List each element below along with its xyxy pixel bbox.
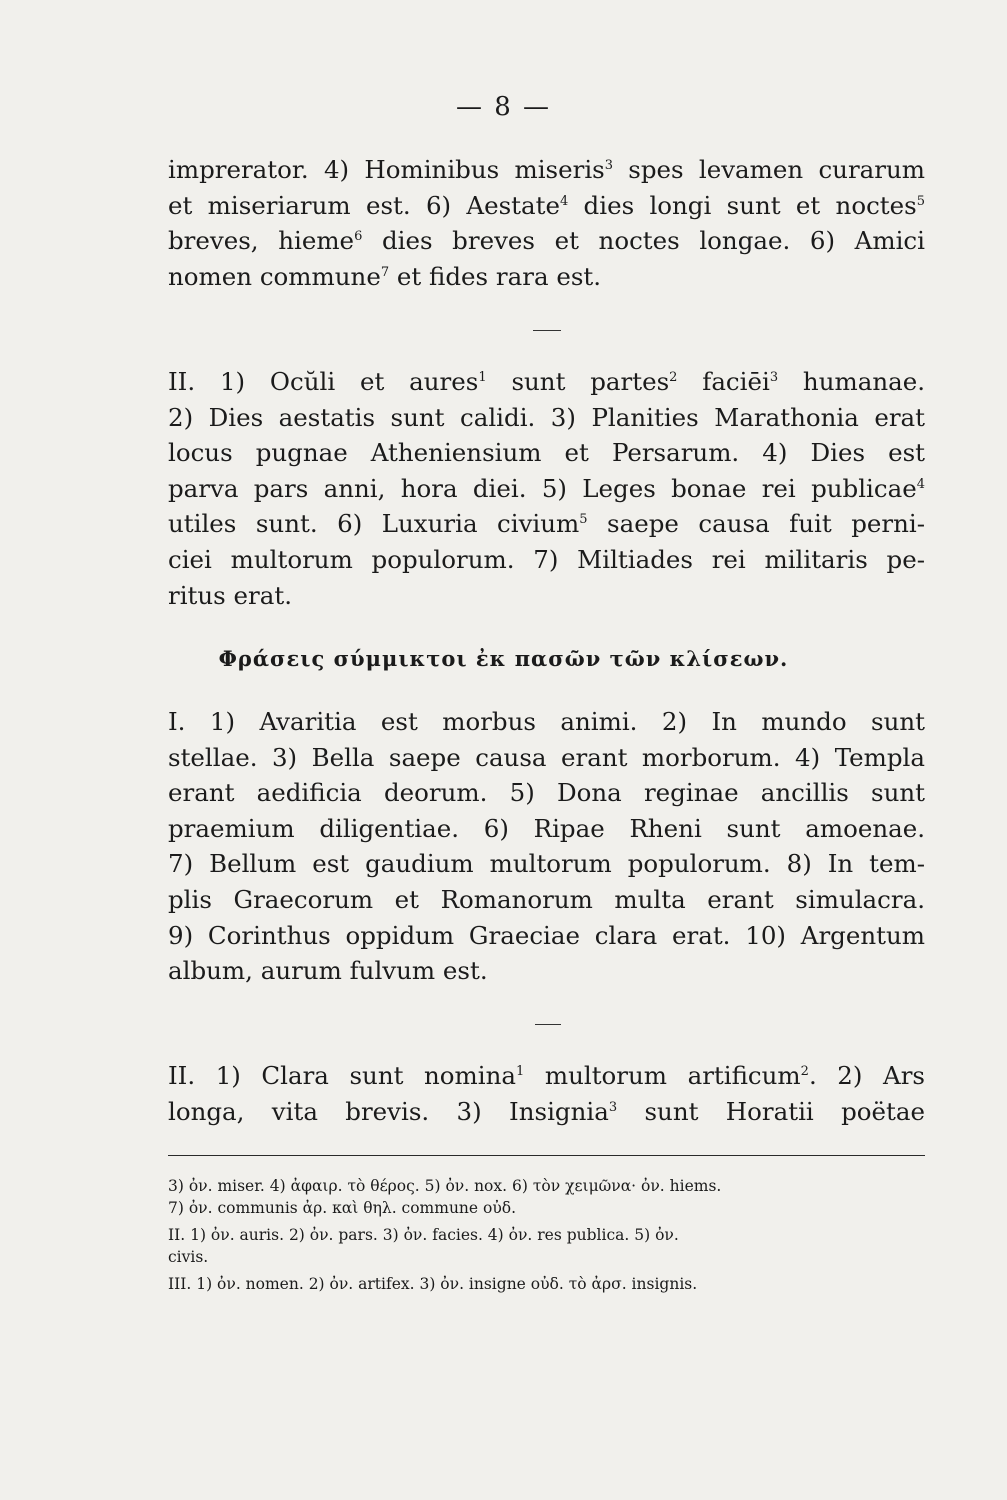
text-line: utiles sunt. 6) Luxuria civium$^5$ saepe causa fuit perni-	[168, 509, 925, 539]
footnote-line: civis.	[168, 1247, 209, 1266]
paragraph-ii	[168, 364, 925, 613]
text-line: album, aurum fulvum est.	[168, 956, 488, 986]
text-line: 9) Corinthus oppidum Graeciae clara erat. 10) Argentum	[168, 920, 925, 950]
text-line: et miseriarum est. 6) Aestate$^4$ dies longi sunt et noctes$^5$	[168, 190, 925, 220]
footnote-line: II. 1) ὀν. auris. 2) ὀν. pars. 3) ὀν. facies. 4) ὀν. res publica. 5) ὀν.	[168, 1226, 679, 1244]
text-line: erant aedificia deorum. 5) Dona reginae ancillis sunt	[168, 778, 925, 808]
page-number: — 8 —	[455, 92, 552, 122]
text-line: 7) Bellum est gaudium multorum populorum. 8) In tem-	[168, 849, 925, 879]
footnote-line: III. 1) ὀν. nomen. 2) ὀν. artifex. 3) ὀν. insigne οὐδ. τὸ ἀρσ. insignis.	[168, 1275, 698, 1293]
section-divider	[535, 1024, 561, 1025]
paragraph-i	[168, 704, 925, 989]
text-line: II. 1) Clara sunt nomina$^1$ multorum artificum$^2$. 2) Ars	[168, 1061, 925, 1090]
text-line: plis Graecorum et Romanorum multa erant simulacra.	[168, 884, 925, 914]
paragraph-ii-second	[168, 1058, 925, 1129]
text-line: parva pars anni, hora diei. 5) Leges bonae rei publicae$^4$	[168, 473, 925, 503]
text-line: longa, vita brevis. 3) Insignia$^3$ sunt Horatii poëtae	[168, 1096, 925, 1126]
text-line: ritus erat.	[168, 580, 292, 610]
text-line: nomen commune$^7$ et fides rara est.	[168, 261, 602, 291]
footnote-rule	[168, 1155, 925, 1156]
paragraph-continuation	[168, 152, 925, 294]
text-line: I. 1) Avaritia est morbus animi. 2) In mundo sunt	[168, 707, 925, 736]
text-line: II. 1) Ocŭli et aures$^1$ sunt partes$^2$ faciēi$^3$ humanae.	[168, 367, 925, 396]
text-line: locus pugnae Atheniensium et Persarum. 4) Dies est	[168, 438, 925, 468]
text-line: stellae. 3) Bella saepe causa erant morborum. 4) Templa	[168, 742, 925, 772]
text-line: imprerator. 4) Hominibus miseris$^3$ spes levamen curarum	[168, 155, 925, 184]
text-line: 2) Dies aestatis sunt calidi. 3) Planities Marathonia erat	[168, 402, 925, 432]
section-heading: Φράσεις σύμμικτοι ἐκ πασῶν τῶν κλίσεων.	[218, 646, 789, 671]
footnote-line: 7) ὀν. communis ἀρ. καὶ θηλ. commune οὐδ.	[168, 1198, 517, 1217]
text-line: praemium diligentiae. 6) Ripae Rheni sunt amoenae.	[168, 813, 925, 843]
text-line: ciei multorum populorum. 7) Miltiades rei militaris pe-	[168, 544, 925, 574]
section-divider	[533, 330, 561, 331]
footnote-line: 3) ὀν. miser. 4) ἀφαιρ. τὸ θέρος. 5) ὀν. nox. 6) τὸν χειμῶνα· ὀν. hiems.	[168, 1177, 722, 1195]
footnotes	[168, 1176, 925, 1296]
text-line: breves, hieme$^6$ dies breves et noctes longae. 6) Amici	[168, 226, 925, 256]
